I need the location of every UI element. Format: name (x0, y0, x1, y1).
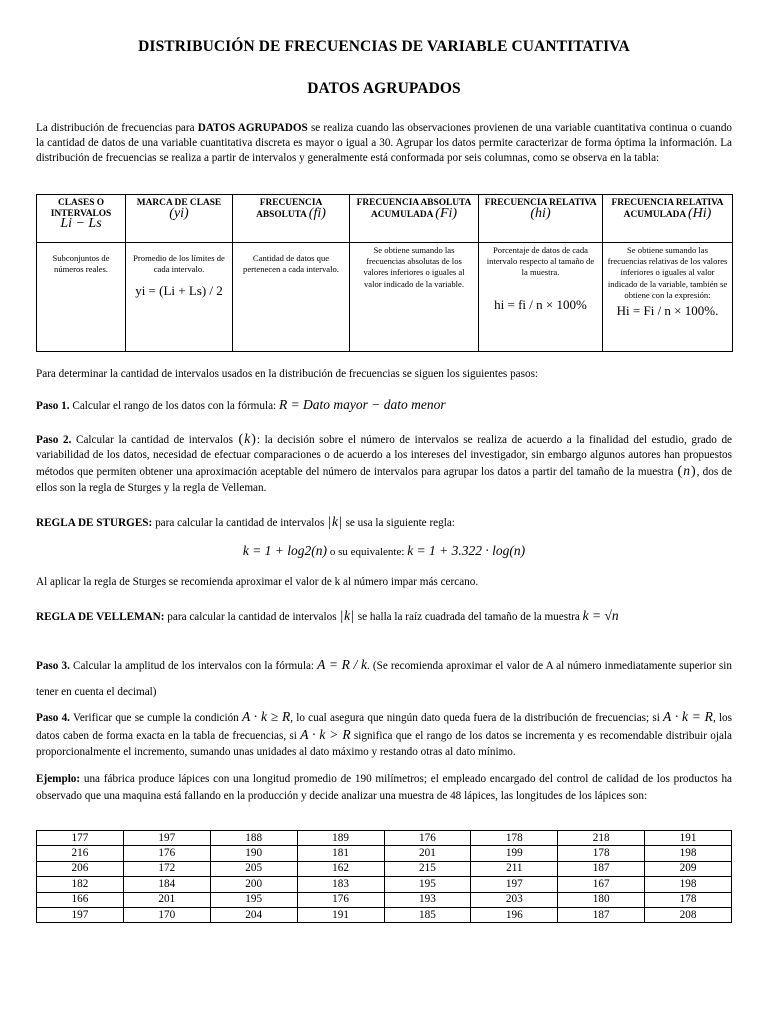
table-cell: 170 (123, 907, 210, 922)
paso-3-text: Calcular la amplitud de los intervalos con la fórmula: (69, 660, 318, 672)
table-cell: 197 (123, 831, 210, 846)
header-symbol: (Hi) (688, 205, 712, 221)
table-cell: 185 (384, 907, 471, 922)
table-cell: 195 (210, 892, 297, 907)
paso-1 (36, 397, 732, 414)
paso-4-condition: A · k = R (663, 709, 713, 724)
page-subtitle: DATOS AGRUPADOS (307, 80, 461, 97)
table-cell: 187 (558, 907, 645, 922)
velleman-text: se halla la raíz cuadrada del tamaño de la muestra (354, 611, 583, 623)
description-text: Subconjuntos de números reales. (52, 253, 110, 275)
table-cell: 215 (384, 861, 471, 876)
desc-clases (37, 243, 126, 352)
table-cell: 204 (210, 907, 297, 922)
paso-3 (36, 652, 732, 705)
table-cell: 178 (471, 831, 558, 846)
table-row (37, 846, 732, 861)
table-cell: 183 (297, 877, 384, 892)
ejemplo (36, 771, 732, 805)
steps-intro: Para determinar la cantidad de intervalos usados en la distribución de frecuencias se siguen los siguientes pasos: (36, 368, 539, 380)
table-cell: 177 (37, 831, 124, 846)
ejemplo-label: Ejemplo: (36, 773, 81, 785)
table-cell: 211 (471, 861, 558, 876)
desc-frecuencia-absoluta (233, 243, 350, 352)
table-row (37, 861, 732, 876)
sturges-formula-line (36, 543, 732, 560)
description-text: Se obtiene sumando las frecuencias absolutas de los valores inferiores o iguales al valor indicado de la variable. (363, 245, 465, 289)
header-frecuencia-relativa (479, 195, 603, 243)
table-cell: 201 (123, 892, 210, 907)
table-cell: 162 (297, 861, 384, 876)
paso-2-text: : la decisión sobre el número de intervalos se realiza de acuerdo a la finalidad del estudio, grado de variabilidad de los datos, necesidad de efectuar comparaciones o de acuerdo a los intereses del investigador, sin embargo algunos autores han propuestos métodos que permiten obtener una aproximación aceptable del número de intervalos para agrupar los datos a partir del tamaño de la muestra (36, 434, 733, 479)
header-label: FRECUENCIA ABSOLUTA (256, 198, 323, 220)
table-cell: 178 (558, 846, 645, 861)
paso-1-formula: R = Dato mayor − dato menor (278, 397, 446, 412)
table-cell: 188 (210, 831, 297, 846)
table-cell: 178 (645, 892, 732, 907)
table-cell: 200 (210, 877, 297, 892)
intro-text-pre: La distribución de frecuencias para (36, 122, 198, 134)
table-cell: 201 (384, 846, 471, 861)
table-cell: 190 (210, 846, 297, 861)
page-title: DISTRIBUCIÓN DE FRECUENCIAS DE VARIABLE CUANTITATIVA (138, 38, 630, 55)
velleman-label: REGLA DE VELLEMAN: (36, 611, 165, 623)
table-cell: 209 (645, 861, 732, 876)
frequency-table (36, 194, 733, 352)
table-cell: 197 (471, 877, 558, 892)
table-cell: 181 (297, 846, 384, 861)
table-cell: 196 (471, 907, 558, 922)
header-frecuencia-relativa-acumulada (603, 195, 733, 243)
table-cell: 199 (471, 846, 558, 861)
paso-3-formula: A = R / k (317, 657, 367, 672)
header-symbol: (yi) (169, 205, 189, 221)
header-symbol: (Fi) (435, 205, 458, 221)
formula-relativa: hi = fi / n × 100% (494, 296, 587, 312)
table-cell: 191 (645, 831, 732, 846)
paso-2-text: Calcular la cantidad de intervalos (71, 434, 238, 446)
sturges-label: REGLA DE STURGES: (36, 517, 153, 529)
table-cell: 187 (558, 861, 645, 876)
sturges-note: Al aplicar la regla de Sturges se recomienda aproximar el valor de k al número impar más cercano. (36, 576, 479, 588)
table-cell: 166 (37, 892, 124, 907)
desc-frecuencia-absoluta-acumulada (350, 243, 479, 352)
paso-4-text: significa que el rango de los datos se incrementa y es recomendable distribuir ojala proporcionalmente el incremento, sumando unas unidades al dato máximo y restando otras al dato mínimo. (36, 729, 732, 758)
table-cell: 176 (384, 831, 471, 846)
intro-text-post: se realiza cuando las observaciones provienen de una variable cuantitativa continua o cuando la cantidad de datos de una variable cuantitativa discreta es mayor o igual a 30. Agrupar los datos permite caracterizar de forma óptima la información. La distribución de frecuencias se realiza a partir de intervalos y generalmente está conformada por seis columnas, como se observa en la tabla: (36, 122, 733, 165)
paso-4 (36, 709, 732, 761)
paso-4-label: Paso 4. (36, 712, 70, 724)
table-row (37, 892, 732, 907)
table-cell: 191 (297, 907, 384, 922)
table-cell: 176 (123, 846, 210, 861)
description-text: Porcentaje de datos de cada intervalo respecto al tamaño de la muestra. (486, 245, 595, 278)
paso-2-label: Paso 2. (36, 434, 72, 446)
header-label: CLASES O INTERVALOS (50, 198, 112, 219)
paso-4-condition: A · k ≥ R (242, 709, 291, 724)
description-text: Cantidad de datos que pertenecen a cada intervalo. (243, 253, 339, 275)
header-frecuencia-absoluta (233, 195, 350, 243)
header-marca (126, 195, 233, 243)
table-cell: 167 (558, 877, 645, 892)
table-cell: 218 (558, 831, 645, 846)
regla-sturges: REGLA DE STURGES: para calcular la cantidad de intervalos |k| se usa la siguiente regla: (36, 514, 455, 530)
intro-paragraph (36, 121, 732, 167)
paso-1-label: Paso 1. (36, 400, 70, 412)
velleman-text: para calcular la cantidad de intervalos (164, 611, 340, 623)
header-label: MARCA DE CLASE (136, 198, 222, 208)
header-symbol: (fi) (308, 205, 326, 221)
table-cell: 184 (123, 877, 210, 892)
sturges-connector: o su equivalente: (329, 546, 405, 558)
sturges-formula: k = 1 + log2(n) (242, 543, 328, 558)
table-cell: 176 (297, 892, 384, 907)
table-row (37, 877, 732, 892)
header-symbol: (hi) (530, 205, 551, 221)
description-text: Promedio de los límites de cada intervalo. (133, 253, 225, 275)
paso-3-label: Paso 3. (36, 660, 70, 672)
sturges-text: para calcular la cantidad de intervalos (152, 517, 328, 529)
table-cell: 182 (37, 877, 124, 892)
table-cell: 208 (645, 907, 732, 922)
table-cell: 180 (558, 892, 645, 907)
sturges-formula-equivalent: k = 1 + 3.322 · log(n) (407, 543, 526, 558)
paso-4-text: , lo cual asegura que ningún dato queda fuera de la distribución de frecuencias; si (290, 712, 664, 724)
paso-4-text: , los datos caben de forma exacta en la tabla de frecuencias, si (36, 712, 733, 742)
header-symbol: Li − Ls (60, 216, 102, 231)
table-cell: 205 (210, 861, 297, 876)
table-row (37, 907, 732, 922)
velleman-formula: k = √n (582, 608, 619, 623)
paso-4-text: Verificar que se cumple la condición (69, 712, 242, 724)
paso-1-text: Calcular el rango de los datos con la fórmula: (69, 400, 279, 412)
sturges-text: se usa la siguiente regla: (342, 517, 455, 529)
regla-velleman: REGLA DE VELLEMAN: para calcular la cantidad de intervalos |k| se halla la raíz cuadrada del tamaño de la muestra k = √n (36, 608, 619, 624)
table-cell: 193 (384, 892, 471, 907)
table-cell: 172 (123, 861, 210, 876)
header-clases (37, 195, 126, 243)
pencil-lengths-table (36, 830, 732, 923)
desc-frecuencia-relativa-acumulada (603, 243, 733, 352)
ejemplo-text: una fábrica produce lápices con una longitud promedio de 190 milímetros; el empleado encargado del control de calidad de los productos ha observado que una maquina está fallando en la producción y decide analizar una muestra de 48 lápices, las longitudes de los lápices son: (36, 773, 732, 802)
table-cell: 198 (645, 846, 732, 861)
header-label: FRECUENCIA RELATIVA ACUMULADA (611, 198, 724, 220)
intro-bold: DATOS AGRUPADOS (197, 122, 308, 134)
paso-3-text: . (Se recomienda aproximar el valor de A al número inmediatamente superior sin tener en cuenta el decimal) (36, 660, 732, 698)
table-cell: 203 (471, 892, 558, 907)
table-cell: 195 (384, 877, 471, 892)
formula-marca: yi = (Li + Ls) / 2 (135, 283, 223, 299)
table-cell: 206 (37, 861, 124, 876)
table-cell: 197 (37, 907, 124, 922)
formula-acumulada: Hi = Fi / n × 100%. (616, 303, 719, 319)
table-cell: 216 (37, 846, 124, 861)
table-row (37, 831, 732, 846)
header-frecuencia-absoluta-acumulada (350, 195, 479, 243)
paso-4-condition: A · k > R (300, 726, 351, 742)
header-label: FRECUENCIA RELATIVA (484, 198, 597, 208)
table-cell: 198 (645, 877, 732, 892)
paso-2: Paso 2. Calcular la cantidad de intervalos (k): la decisión sobre el número de intervalos se realiza de acuerdo a la finalidad del estudio, grado de variabilidad de los datos, necesidad de efectuar comparaciones o de acuerdo a los intereses del investigador, sin embargo algunos autores han propuestos métodos que permiten obtener una aproximación aceptable del número de intervalos para agrupar los datos a partir del tamaño de la muestra (n), dos de ellos son la regla de Sturges y la regla de Velleman. (36, 431, 733, 494)
paso-2-text: , dos de ellos son la regla de Sturges y la regla de Velleman. (36, 466, 732, 494)
frequency-table-body-row (37, 243, 733, 352)
desc-frecuencia-relativa (479, 243, 603, 352)
desc-marca (126, 243, 233, 352)
description-text: Se obtiene sumando las frecuencias relativas de los valores inferiores o iguales al valor indicado de la variable, también se obtiene con la expresión: (607, 245, 728, 300)
table-cell: 189 (297, 831, 384, 846)
header-label: FRECUENCIA ABSOLUTA ACUMULADA (356, 198, 472, 220)
frequency-table-header-row (37, 195, 733, 243)
